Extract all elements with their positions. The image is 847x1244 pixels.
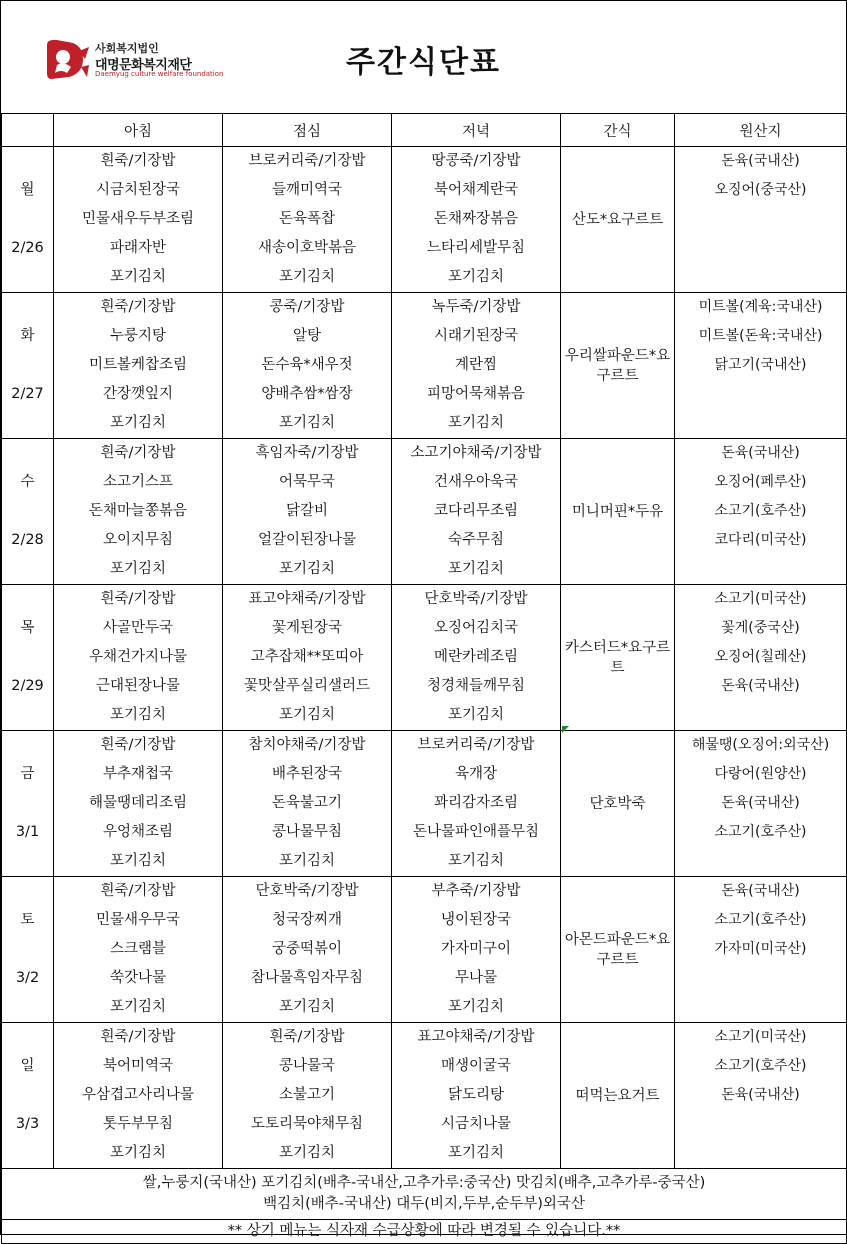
lunch-cell — [223, 1023, 392, 1169]
menu-body — [2, 147, 847, 1169]
dinner-item: 피망어묵채볶음 — [426, 386, 526, 402]
weekday-label: 목 — [20, 620, 35, 636]
dinner-item: 무나물 — [454, 970, 498, 986]
logo-subtitle: 사회복지법인 — [95, 42, 159, 55]
lunch-cell — [223, 731, 392, 877]
origin-cell — [675, 439, 847, 585]
breakfast-item: 흰죽/기장밥 — [100, 737, 176, 753]
column-header-breakfast: 아침 — [54, 114, 223, 147]
date-label: 2/27 — [11, 386, 44, 402]
breakfast-item: 부추재첩국 — [102, 766, 174, 782]
origin-item: 오징어(페루산) — [714, 474, 807, 490]
dinner-item: 냉이된장국 — [440, 912, 512, 928]
breakfast-item: 흰죽/기장밥 — [100, 299, 176, 315]
dinner-item: 매생이굴국 — [440, 1058, 512, 1074]
breakfast-cell — [54, 1023, 223, 1169]
origin-cell — [675, 877, 847, 1023]
lunch-item: 돈수육*새우젓 — [261, 357, 353, 373]
lunch-item: 포기김치 — [278, 561, 336, 577]
breakfast-item: 북어미역국 — [102, 1058, 174, 1074]
dinner-item: 가자미구이 — [440, 941, 512, 957]
lunch-item: 돈육불고기 — [271, 795, 343, 811]
date-label: 3/1 — [15, 824, 40, 840]
date-label: 2/29 — [11, 678, 44, 694]
dinner-item: 땅콩죽/기장밥 — [431, 153, 521, 169]
snack-cell: 우리쌀파운드*요구르트 — [561, 293, 675, 439]
origin-footer-line: 백김치(배추-국내산) 대두(비지,두부,순두부)외국산 — [263, 1196, 585, 1212]
breakfast-item: 포기김치 — [109, 707, 167, 723]
dinner-item: 느타리세발무침 — [426, 240, 526, 256]
snack-cell: 카스터드*요구르트 — [561, 585, 675, 731]
day-row — [2, 439, 847, 585]
origin-item: 코다리(미국산) — [714, 532, 807, 548]
breakfast-cell — [54, 731, 223, 877]
origin-item: 미트볼(돈육:국내산) — [698, 328, 823, 344]
lunch-item: 배추된장국 — [271, 766, 343, 782]
change-notice: ** 상기 메뉴는 식자재 수급상황에 따라 변경될 수 있습니다.** — [2, 1220, 847, 1244]
dinner-item: 포기김치 — [447, 269, 505, 285]
breakfast-item: 흰죽/기장밥 — [100, 883, 176, 899]
breakfast-item: 시금치된장국 — [95, 182, 181, 198]
lunch-item: 단호박죽/기장밥 — [255, 883, 359, 899]
dinner-item: 코다리무조림 — [433, 503, 519, 519]
lunch-item: 흑임자죽/기장밥 — [255, 445, 359, 461]
dinner-item: 돈나물파인애플무침 — [412, 824, 540, 840]
lunch-item: 궁중떡볶이 — [271, 941, 343, 957]
breakfast-cell — [54, 585, 223, 731]
breakfast-item: 돈채마늘쫑볶음 — [88, 503, 188, 519]
origin-cell — [675, 731, 847, 877]
dinner-item: 시래기된장국 — [433, 328, 519, 344]
breakfast-item: 흰죽/기장밥 — [100, 445, 176, 461]
weekday-label: 토 — [20, 912, 35, 928]
lunch-item: 포기김치 — [278, 853, 336, 869]
dinner-item: 포기김치 — [447, 1145, 505, 1161]
weekly-menu-table — [1, 113, 847, 1244]
breakfast-item: 톳두부무침 — [102, 1116, 174, 1132]
spacer — [2, 1023, 53, 1052]
dinner-cell — [392, 585, 561, 731]
snack-cell: 단호박죽 — [561, 731, 675, 877]
breakfast-item: 해물땡데리조림 — [88, 795, 188, 811]
lunch-item: 브로커리죽/기장밥 — [248, 153, 366, 169]
lunch-item: 들깨미역국 — [271, 182, 343, 198]
dinner-item: 브로커리죽/기장밥 — [417, 737, 535, 753]
lunch-item: 포기김치 — [278, 269, 336, 285]
dinner-item: 단호박죽/기장밥 — [424, 591, 528, 607]
weekday-label: 일 — [20, 1058, 35, 1074]
day-row — [2, 585, 847, 731]
notice-row — [2, 1220, 847, 1244]
lunch-item: 포기김치 — [278, 999, 336, 1015]
dinner-item: 청경채들깨무침 — [426, 678, 526, 694]
dinner-item: 녹두죽/기장밥 — [431, 299, 521, 315]
dinner-item: 포기김치 — [447, 853, 505, 869]
lunch-cell — [223, 147, 392, 293]
lunch-item: 흰죽/기장밥 — [269, 1029, 345, 1045]
dinner-item: 포기김치 — [447, 561, 505, 577]
snack-cell: 산도*요구르트 — [561, 147, 675, 293]
breakfast-item: 우채건가지나물 — [88, 649, 188, 665]
dinner-item: 북어채계란국 — [433, 182, 519, 198]
day-cell — [2, 731, 54, 877]
day-cell — [2, 147, 54, 293]
day-cell — [2, 1023, 54, 1169]
lunch-cell — [223, 439, 392, 585]
date-label: 3/2 — [15, 970, 40, 986]
origin-item: 가자미(미국산) — [714, 941, 807, 957]
lunch-item: 참치야채죽/기장밥 — [248, 737, 366, 753]
weekday-label: 월 — [20, 182, 35, 198]
origin-cell — [675, 293, 847, 439]
breakfast-item: 오이지무침 — [102, 532, 174, 548]
breakfast-item: 포기김치 — [109, 999, 167, 1015]
lunch-item: 꽃맛살푸실리샐러드 — [243, 678, 371, 694]
origin-cell — [675, 147, 847, 293]
weekday-label: 수 — [20, 474, 35, 490]
day-cell — [2, 877, 54, 1023]
breakfast-item: 포기김치 — [109, 1145, 167, 1161]
breakfast-item: 미트볼케찹조림 — [88, 357, 188, 373]
dinner-item: 소고기야채죽/기장밥 — [410, 445, 542, 461]
breakfast-item: 스크램블 — [109, 941, 167, 957]
breakfast-item: 흰죽/기장밥 — [100, 153, 176, 169]
spacer — [2, 439, 53, 468]
spacer — [2, 935, 53, 964]
origin-item: 소고기(호주산) — [714, 1058, 807, 1074]
origin-footer-row — [2, 1169, 847, 1220]
spacer — [2, 789, 53, 818]
spacer — [2, 205, 53, 234]
breakfast-item: 포기김치 — [109, 269, 167, 285]
dinner-item: 계란찜 — [454, 357, 498, 373]
date-label: 2/28 — [11, 532, 44, 548]
breakfast-item: 누룽지탕 — [109, 328, 167, 344]
origin-item: 돈육(국내산) — [721, 445, 800, 461]
breakfast-item: 흰죽/기장밥 — [100, 591, 176, 607]
origin-item: 돈육(국내산) — [721, 883, 800, 899]
origin-item: 소고기(호주산) — [714, 912, 807, 928]
day-row — [2, 147, 847, 293]
weekday-label: 금 — [20, 766, 35, 782]
spacer — [2, 351, 53, 380]
dinner-item: 닭도리탕 — [447, 1087, 505, 1103]
breakfast-cell — [54, 293, 223, 439]
snack-cell: 미니머핀*두유 — [561, 439, 675, 585]
table-header-row — [2, 114, 847, 147]
dinner-item: 오징어김치국 — [433, 620, 519, 636]
origin-cell — [675, 1023, 847, 1169]
breakfast-item: 사골만두국 — [102, 620, 174, 636]
origin-item: 다랑어(원양산) — [714, 766, 807, 782]
lunch-item: 콩나물국 — [278, 1058, 336, 1074]
lunch-item: 콩나물무침 — [271, 824, 343, 840]
breakfast-item: 간장깻잎지 — [102, 386, 174, 402]
origin-item: 해물땡(오징어:외국산) — [691, 737, 830, 753]
origin-item: 오징어(중국산) — [714, 182, 807, 198]
day-row — [2, 731, 847, 877]
logo-english-name: Daemyug culture welfare foundation — [95, 70, 224, 78]
lunch-item: 포기김치 — [278, 707, 336, 723]
breakfast-item: 소고기스프 — [102, 474, 174, 490]
lunch-item: 표고야채죽/기장밥 — [248, 591, 366, 607]
breakfast-item: 포기김치 — [109, 415, 167, 431]
spacer — [2, 731, 53, 760]
breakfast-item: 파래자반 — [109, 240, 167, 256]
header — [1, 1, 846, 113]
date-label: 2/26 — [11, 240, 44, 256]
spacer — [2, 585, 53, 614]
origin-item: 오징어(칠레산) — [714, 649, 807, 665]
column-header-origin: 원산지 — [675, 114, 847, 147]
lunch-item: 꽃게된장국 — [271, 620, 343, 636]
dinner-cell — [392, 439, 561, 585]
page-title: 주간식단표 — [346, 45, 501, 80]
day-cell — [2, 439, 54, 585]
breakfast-item: 우삼겹고사리나물 — [81, 1087, 195, 1103]
lunch-item: 도토리묵야채무침 — [250, 1116, 364, 1132]
origin-item: 닭고기(국내산) — [714, 357, 807, 373]
lunch-item: 돈육폭찹 — [278, 211, 336, 227]
dinner-item: 부추죽/기장밥 — [431, 883, 521, 899]
dinner-item: 포기김치 — [447, 415, 505, 431]
column-header-dinner: 저녁 — [392, 114, 561, 147]
origin-cell — [675, 585, 847, 731]
spacer — [2, 147, 53, 176]
spacer — [2, 877, 53, 906]
dinner-item: 숙주무침 — [447, 532, 505, 548]
lunch-item: 포기김치 — [278, 415, 336, 431]
breakfast-cell — [54, 147, 223, 293]
dinner-item: 꽈리감자조림 — [433, 795, 519, 811]
day-cell — [2, 585, 54, 731]
origin-item: 소고기(호주산) — [714, 824, 807, 840]
breakfast-item: 포기김치 — [109, 561, 167, 577]
lunch-item: 참나물흑임자무침 — [250, 970, 364, 986]
origin-item: 돈육(국내산) — [721, 153, 800, 169]
lunch-cell — [223, 877, 392, 1023]
lunch-cell — [223, 585, 392, 731]
origin-item: 소고기(미국산) — [714, 1029, 807, 1045]
date-label: 3/3 — [15, 1116, 40, 1132]
origin-item: 소고기(호주산) — [714, 503, 807, 519]
day-row — [2, 293, 847, 439]
lunch-item: 양배추쌈*쌈장 — [261, 386, 353, 402]
column-header-day — [2, 114, 54, 147]
origin-item: 돈육(국내산) — [721, 678, 800, 694]
dinner-cell — [392, 877, 561, 1023]
lunch-item: 얼갈이된장나물 — [257, 532, 357, 548]
breakfast-item: 민물새우무국 — [95, 912, 181, 928]
cell-comment-marker — [562, 726, 569, 733]
origin-footer — [2, 1169, 847, 1220]
lunch-item: 고추잡채**또띠아 — [250, 649, 364, 665]
day-cell — [2, 293, 54, 439]
dinner-item: 건새우아욱국 — [433, 474, 519, 490]
dinner-cell — [392, 1023, 561, 1169]
dinner-cell — [392, 293, 561, 439]
lunch-item: 소불고기 — [278, 1087, 336, 1103]
lunch-item: 청국장찌개 — [271, 912, 343, 928]
dinner-item: 메란카레조림 — [433, 649, 519, 665]
origin-item: 소고기(미국산) — [714, 591, 807, 607]
dinner-cell — [392, 147, 561, 293]
breakfast-cell — [54, 877, 223, 1023]
origin-item: 미트볼(계육:국내산) — [698, 299, 823, 315]
dinner-item: 표고야채죽/기장밥 — [417, 1029, 535, 1045]
lunch-item: 알탕 — [292, 328, 321, 344]
spacer — [2, 643, 53, 672]
origin-item: 돈육(국내산) — [721, 795, 800, 811]
column-header-snack: 간식 — [561, 114, 675, 147]
dinner-item: 포기김치 — [447, 999, 505, 1015]
breakfast-item: 우엉채조림 — [102, 824, 174, 840]
lunch-item: 어묵무국 — [278, 474, 336, 490]
origin-item: 꽃게(중국산) — [721, 620, 800, 636]
dinner-cell — [392, 731, 561, 877]
dinner-item: 돈채짜장볶음 — [433, 211, 519, 227]
weekday-label: 화 — [20, 328, 35, 344]
breakfast-item: 흰죽/기장밥 — [100, 1029, 176, 1045]
breakfast-item: 민물새우두부조림 — [81, 211, 195, 227]
lunch-item: 닭갈비 — [285, 503, 329, 519]
logo-name: 대명문화복지재단 — [95, 58, 192, 73]
spacer — [2, 1081, 53, 1110]
lunch-item: 포기김치 — [278, 1145, 336, 1161]
breakfast-item: 근대된장나물 — [95, 678, 181, 694]
dinner-item: 시금치나물 — [440, 1116, 512, 1132]
lunch-cell — [223, 293, 392, 439]
day-row — [2, 1023, 847, 1169]
spacer — [2, 293, 53, 322]
lunch-item: 새송이호박볶음 — [257, 240, 357, 256]
spacer — [2, 497, 53, 526]
breakfast-cell — [54, 439, 223, 585]
column-header-lunch: 점심 — [223, 114, 392, 147]
lunch-item: 콩죽/기장밥 — [269, 299, 345, 315]
dinner-item: 육개장 — [454, 766, 498, 782]
breakfast-item: 쑥갓나물 — [109, 970, 167, 986]
snack-cell: 떠먹는요거트 — [561, 1023, 675, 1169]
origin-footer-line: 쌀,누룽지(국내산) 포기김치(배추-국내산,고추가루:중국산) 맛김치(배추,고추가루-중국산) — [142, 1175, 706, 1191]
snack-cell: 아몬드파운드*요구르트 — [561, 877, 675, 1023]
origin-item: 돈육(국내산) — [721, 1087, 800, 1103]
breakfast-item: 포기김치 — [109, 853, 167, 869]
dinner-item: 포기김치 — [447, 707, 505, 723]
day-row — [2, 877, 847, 1023]
